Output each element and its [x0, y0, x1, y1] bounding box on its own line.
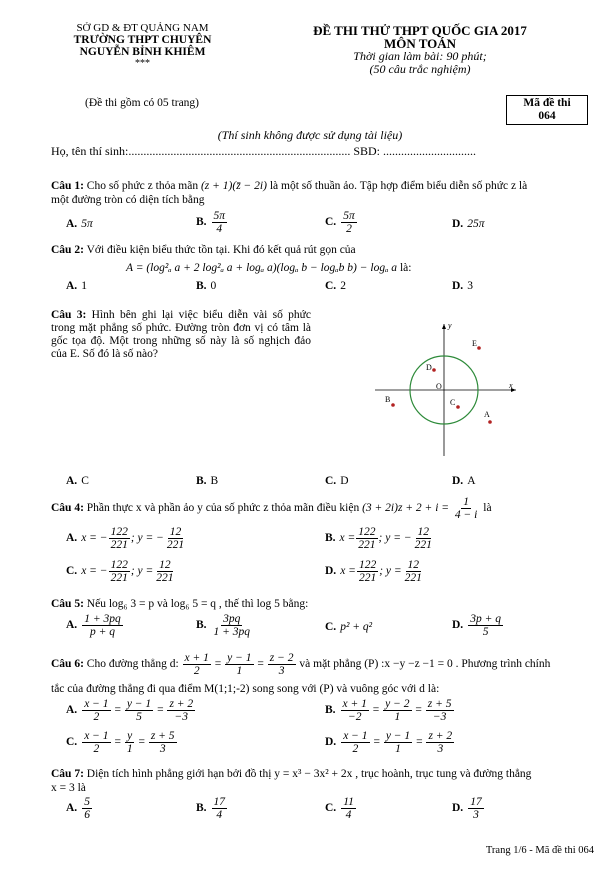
q1-option-c[interactable]: C. $\frac{5\pi}{2}$	[325, 210, 355, 236]
q4-label: Câu 4:	[51, 502, 84, 515]
q3-option-d[interactable]: D. A	[452, 475, 476, 487]
school-line-1: TRƯỜNG THPT CHUYÊN	[73, 34, 212, 46]
q4-text: Phần thực x và phần ảo y của số phức z thỏa mãn điều kiện	[86, 502, 360, 515]
q1-text: Cho số phức z thỏa mãn	[86, 180, 199, 192]
exam-code-box	[506, 95, 588, 125]
header-left	[55, 22, 230, 70]
q1-option-b[interactable]: B. $\frac{5\pi}{4}$	[196, 210, 226, 236]
q1-expr: (z + 1)(z̄ − 2i)	[200, 180, 267, 192]
exam-code-label: Mã đề thi	[523, 97, 571, 109]
pages-note: (Đề thi gồm có 05 trang)	[85, 97, 200, 109]
page-footer: Trang 1/6 - Mã đề thi 064	[485, 845, 594, 856]
question-5	[51, 598, 308, 610]
q2-option-a[interactable]: A. 1	[66, 280, 87, 292]
q7-option-a[interactable]: A. $\frac{5}{6}$	[66, 796, 90, 822]
q3-line-2: trong mặt phẳng số phức. Đường tròn đơn vị có	[51, 322, 279, 334]
y-axis-label: y	[448, 321, 452, 330]
q6-option-b[interactable]: B. $\frac{x + 1}{-2}$ = $\frac{y - 2}{1}$ = $\frac{z + 5}{-3}$	[325, 698, 452, 724]
q7-text: Diện tích hình phẳng giới hạn bởi đồ thị y = x³ − 3x² + 2x , trục hoành, trục tung và đường thẳng	[86, 768, 532, 780]
q5-option-c[interactable]: C. p² + q²	[325, 621, 373, 633]
q4-option-a[interactable]: A. x = − $\frac{122}{221}$ ; y = − $\frac{12}{221}$	[66, 526, 185, 552]
x-axis-label: x	[509, 381, 513, 390]
exam-code-value: 064	[538, 110, 556, 122]
dept-name: SỞ GD & ĐT QUẢNG NAM	[76, 22, 209, 34]
q3-label: Câu 3:	[51, 309, 87, 321]
point-e-label: E	[472, 339, 477, 348]
q6-option-c[interactable]: C. $\frac{x - 1}{2}$ = $\frac{y}{1}$ = $\frac{z + 5}{3}$	[66, 730, 175, 756]
question-2	[51, 243, 596, 257]
point-c-label: C	[450, 398, 456, 407]
q1-option-d[interactable]: D. 25π	[452, 218, 485, 230]
point-a	[488, 420, 492, 424]
q6-text-3: tắc của đường thẳng đi qua điểm M(1;1;-2) song song với (P) và vuông góc với d là:	[51, 683, 440, 695]
stars: ***	[135, 58, 150, 69]
q6-text: Cho đường thẳng d:	[86, 658, 179, 671]
q7-option-d[interactable]: D. $\frac{17}{3}$	[452, 796, 482, 822]
q5-option-a[interactable]: A. $\frac{1 + 3pq}{p + q}$	[66, 613, 121, 639]
candidate-name-line: Họ, tên thí sinh:.......................................................................... SBD: ...............................	[51, 144, 477, 158]
point-c	[456, 405, 460, 409]
y-axis-arrow	[442, 324, 446, 329]
point-d-label: D	[426, 363, 432, 372]
question-6: Câu 6: Cho đường thẳng d: $\frac{x + 1}{2}$ = $\frac{y - 1}{1}$ = $\frac{z - 2}{3}$ và mặt phẳng (P) :x −y −z −1 = 0 . Phương trình chính	[51, 652, 551, 678]
complex-plane-figure	[370, 318, 520, 460]
q7-text-2: x = 3 là	[51, 782, 86, 794]
time-limit: Thời gian làm bài: 90 phút;	[353, 49, 487, 63]
q3-option-c[interactable]: C. D	[325, 475, 349, 487]
q3-line-1: Hình bên ghi lại việc biểu diễn vài số phức	[91, 309, 312, 321]
question-count: (50 câu trắc nghiệm)	[369, 62, 471, 76]
header-right	[290, 24, 550, 76]
q5-text: Nếu log₆ 3 = p và log₆ 5 = q , thế thì log 5 bằng:	[86, 598, 309, 610]
q2-text: Với điều kiện biểu thức tồn tại. Khi đó kết quả rút gọn của	[86, 244, 356, 256]
q1-option-a[interactable]: A. 5π	[66, 218, 93, 230]
q6-label: Câu 6:	[51, 658, 84, 671]
origin-label: O	[436, 382, 442, 391]
q4-option-c[interactable]: C. x = − $\frac{122}{221}$ ; y = $\frac{12}{221}$	[66, 559, 174, 585]
q7-option-b[interactable]: B. $\frac{17}{4}$	[196, 796, 226, 822]
question-4: Câu 4: Phần thực x và phần ảo y của số phức z thỏa mãn điều kiện (3 + 2i)z + 2 + i = $\frac{1}{4 - i}$ là	[51, 496, 492, 522]
q6-option-a[interactable]: A. $\frac{x - 1}{2}$ = $\frac{y - 1}{5}$ = $\frac{z + 2}{-3}$	[66, 698, 194, 724]
school-line-2: NGUYỄN BỈNH KHIÊM	[79, 46, 206, 58]
q3-option-b[interactable]: B. B	[196, 475, 219, 487]
q7-label: Câu 7:	[51, 768, 84, 780]
q5-option-b[interactable]: B. $\frac{3pq}{1 + 3pq}$	[196, 613, 251, 639]
q1-label: Câu 1:	[51, 180, 84, 192]
question-7	[51, 767, 596, 795]
q6-option-d[interactable]: D. $\frac{x - 1}{2}$ = $\frac{y - 1}{1}$ = $\frac{z + 2}{3}$	[325, 730, 453, 756]
subject: MÔN TOÁN	[383, 36, 457, 51]
question-1	[51, 179, 596, 207]
q3-line-3: tâm là gốc tọa độ. Một trong những số này là số	[51, 322, 311, 347]
point-d	[432, 368, 436, 372]
q2-label: Câu 2:	[51, 244, 84, 256]
q2-option-c[interactable]: C. 2	[325, 280, 346, 292]
q5-option-d[interactable]: D. $\frac{3p + q}{5}$	[452, 613, 501, 639]
q2-expression: A = (log²ₐ a + 2 log²ₐ a + logₐ a)(logₐ b − logₐb b) − logₐ a là:	[126, 262, 412, 274]
q4-option-b[interactable]: B. x = $\frac{122}{221}$ ; y = − $\frac{12}{221}$	[325, 526, 432, 552]
point-b-label: B	[385, 395, 391, 404]
q1-text-2: là một số thuần ảo. Tập hợp điểm biểu diễn số phức z là	[269, 180, 528, 192]
point-b	[391, 403, 395, 407]
q7-option-c[interactable]: C. $\frac{11}{4}$	[325, 796, 354, 822]
q2-option-b[interactable]: B. 0	[196, 280, 217, 292]
no-documents-note: (Thí sinh không được sử dụng tài liệu)	[217, 128, 403, 142]
q5-label: Câu 5:	[51, 598, 84, 610]
q4-option-d[interactable]: D. x = $\frac{122}{221}$ ; y = $\frac{12}{221}$	[325, 559, 422, 585]
q2-option-d[interactable]: D. 3	[452, 280, 473, 292]
point-e	[477, 346, 481, 350]
q1-text-3: một đường tròn có diện tích bằng	[51, 194, 205, 206]
q3-option-a[interactable]: A. C	[66, 475, 89, 487]
q4-expr: (3 + 2i)z + 2 + i =	[362, 502, 450, 515]
exam-title: ĐỀ THI THỬ THPT QUỐC GIA 2017	[313, 23, 527, 38]
question-3	[51, 309, 311, 361]
q6-text-2: và mặt phẳng (P) :x −y −z −1 = 0 . Phương trình chính	[299, 658, 551, 671]
point-a-label: A	[484, 410, 490, 419]
q3-line-4: nghịch đảo của E. Số đó là số nào?	[51, 335, 312, 360]
